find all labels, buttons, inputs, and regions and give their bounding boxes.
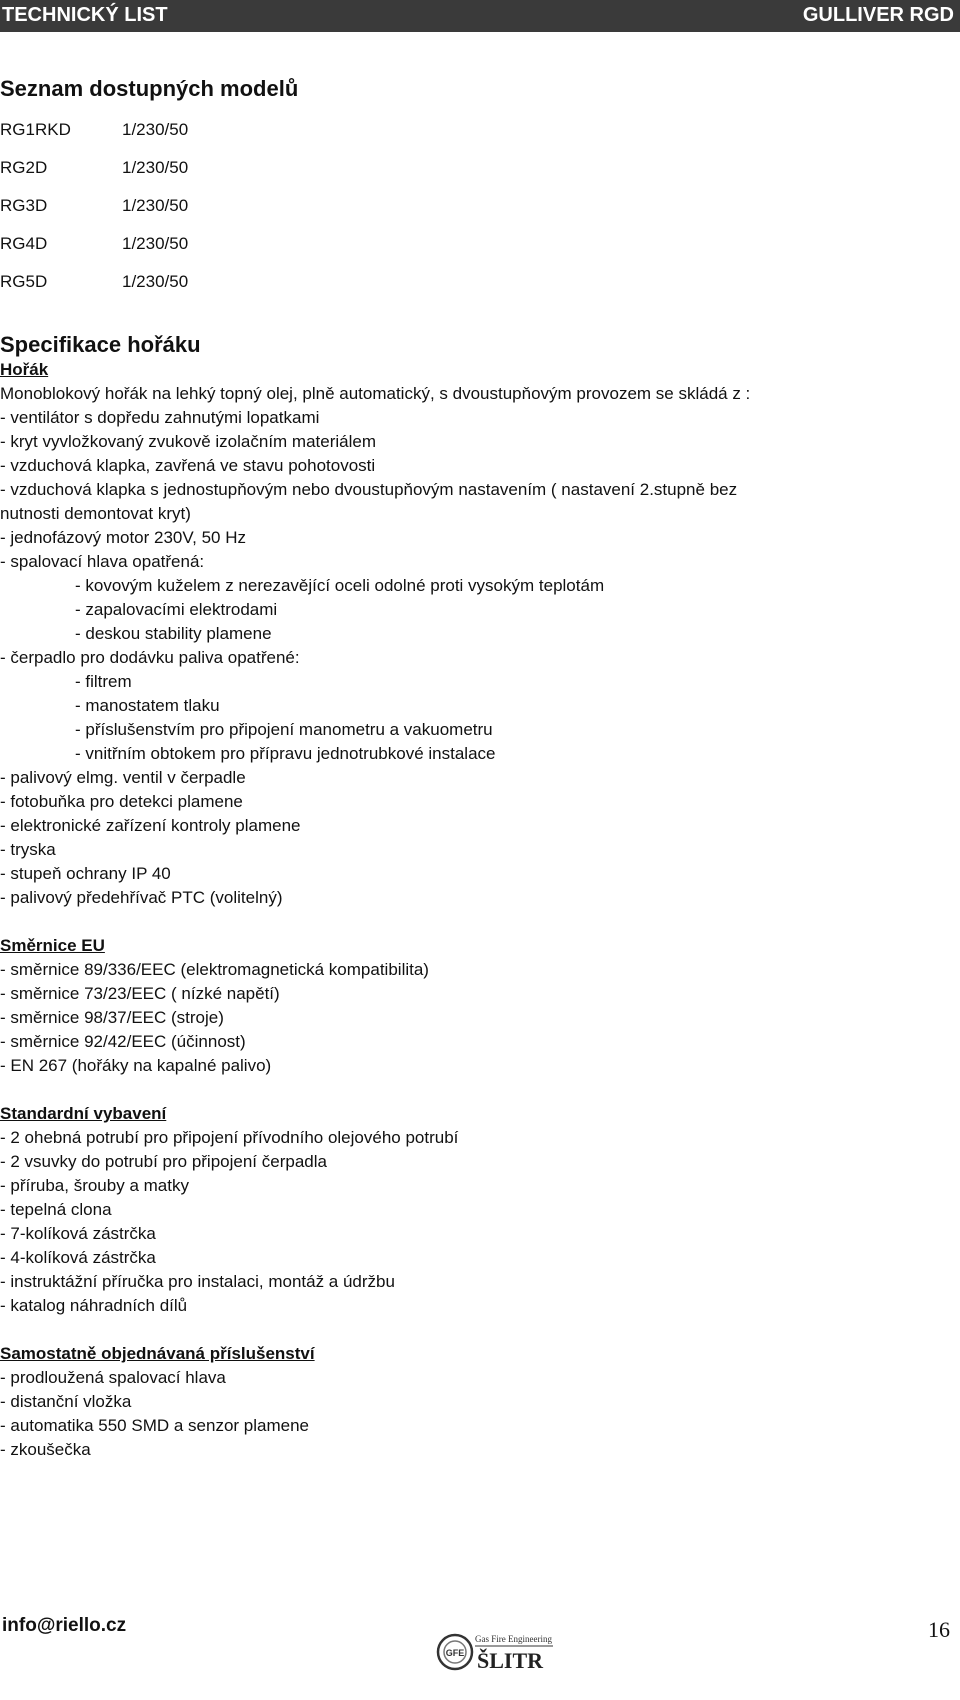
burner-subline: - příslušenstvím pro připojení manometru a vakuometru <box>75 720 493 739</box>
burner-subline: - zapalovacími elektrodami <box>75 600 278 619</box>
eu-directive-line: - směrnice 89/336/EEC (elektromagnetická kompatibilita) <box>0 960 429 979</box>
model-row <box>0 234 956 272</box>
standard-equipment-line: - 2 ohebná potrubí pro připojení přívodního olejového potrubí <box>0 1128 459 1147</box>
standard-equipment-line: - katalog náhradních dílů <box>0 1296 188 1315</box>
burner-block <box>0 358 956 910</box>
burner-line: - jednofázový motor 230V, 50 Hz <box>0 528 247 547</box>
model-code: RG5D <box>0 272 48 291</box>
model-spec: 1/230/50 <box>122 272 189 291</box>
accessory-line: - distanční vložka <box>0 1392 132 1411</box>
burner-line: Monoblokový hořák na lehký topný olej, plně automatický, s dvoustupňovým provozem se skládá z : <box>0 384 751 403</box>
eu-directives-block <box>0 934 956 1078</box>
burner-line: - elektronické zařízení kontroly plamene <box>0 816 301 835</box>
burner-subline: - manostatem tlaku <box>75 696 220 715</box>
standard-equipment-line: - 4-kolíková zástrčka <box>0 1248 156 1267</box>
burner-line: - kryt vyvložkovaný zvukově izolačním materiálem <box>0 432 377 451</box>
spacer <box>0 1078 956 1102</box>
model-code: RG4D <box>0 234 48 253</box>
burner-line: - vzduchová klapka, zavřená ve stavu pohotovosti <box>0 456 376 475</box>
eu-directive-line: - směrnice 98/37/EEC (stroje) <box>0 1008 224 1027</box>
accessories-heading: Samostatně objednávaná příslušenství <box>0 1344 315 1363</box>
logo-caption: Gas Fire Engineering <box>475 1634 552 1644</box>
model-row <box>0 120 956 158</box>
model-spec: 1/230/50 <box>122 234 189 253</box>
burner-subline: - vnitřním obtokem pro přípravu jednotrubkové instalace <box>75 744 496 763</box>
slitr-logo <box>433 1618 555 1698</box>
model-code: RG2D <box>0 158 48 177</box>
burner-subline: - deskou stability plamene <box>75 624 272 643</box>
burner-line: - fotobuňka pro detekci plamene <box>0 792 243 811</box>
burner-subline: - kovovým kuželem z nerezavějící oceli odolné proti vysokým teplotám <box>75 576 605 595</box>
burner-line: - stupeň ochrany IP 40 <box>0 864 171 883</box>
model-code: RG1RKD <box>0 120 71 139</box>
burner-heading: Hořák <box>0 360 49 379</box>
eu-directives-heading: Směrnice EU <box>0 936 105 955</box>
standard-equipment-line: - tepelná clona <box>0 1200 112 1219</box>
burner-line: - ventilátor s dopředu zahnutými lopatkami <box>0 408 320 427</box>
burner-line: nutnosti demontovat kryt) <box>0 504 191 523</box>
spacer <box>0 1318 956 1342</box>
footer-email: info@riello.cz <box>2 1615 127 1636</box>
burner-line: - vzduchová klapka s jednostupňovým nebo dvoustupňovým nastavením ( nastavení 2.stupně bez <box>0 480 738 499</box>
eu-directive-line: - směrnice 73/23/EEC ( nízké napětí) <box>0 984 280 1003</box>
standard-equipment-line: - instruktážní příručka pro instalaci, montáž a údržbu <box>0 1272 395 1291</box>
accessory-line: - automatika 550 SMD a senzor plamene <box>0 1416 309 1435</box>
standard-equipment-line: - 2 vsuvky do potrubí pro připojení čerpadla <box>0 1152 327 1171</box>
logo-name: ŠLITR <box>477 1648 544 1673</box>
standard-equipment-line: - příruba, šrouby a matky <box>0 1176 189 1195</box>
models-section-title: Seznam dostupných modelů <box>0 76 299 101</box>
standard-equipment-line: - 7-kolíková zástrčka <box>0 1224 156 1243</box>
model-row <box>0 272 956 310</box>
accessory-line: - prodloužená spalovací hlava <box>0 1368 226 1387</box>
product-name-label: GULLIVER RGD <box>802 4 954 26</box>
specification-title: Specifikace hořáku <box>0 332 201 357</box>
burner-line: - tryska <box>0 840 56 859</box>
burner-line: - spalovací hlava opatřená: <box>0 552 205 571</box>
burner-line: - palivový předehřívač PTC (volitelný) <box>0 888 283 907</box>
specification-section <box>0 332 956 1462</box>
model-spec: 1/230/50 <box>122 120 189 139</box>
model-spec: 1/230/50 <box>122 158 189 177</box>
logo-mark-text: GFE <box>445 1648 465 1658</box>
spacer <box>0 910 956 934</box>
page-number: 16 <box>928 1617 950 1642</box>
burner-subline: - filtrem <box>75 672 132 691</box>
accessory-line: - zkoušečka <box>0 1440 91 1459</box>
standard-equipment-heading: Standardní vybavení <box>0 1104 167 1123</box>
model-row <box>0 158 956 196</box>
model-code: RG3D <box>0 196 48 215</box>
burner-line: - čerpadlo pro dodávku paliva opatřené: <box>0 648 300 667</box>
document-type-label: TECHNICKÝ LIST <box>2 4 168 26</box>
model-spec: 1/230/50 <box>122 196 189 215</box>
standard-equipment-block <box>0 1102 956 1318</box>
models-list <box>0 120 956 310</box>
accessories-block <box>0 1342 956 1462</box>
header-bar <box>0 0 960 32</box>
eu-directive-line: - směrnice 92/42/EEC (účinnost) <box>0 1032 246 1051</box>
model-row <box>0 196 956 234</box>
eu-directive-line: - EN 267 (hořáky na kapalné palivo) <box>0 1056 272 1075</box>
burner-line: - palivový elmg. ventil v čerpadle <box>0 768 246 787</box>
document-content <box>0 76 956 1462</box>
